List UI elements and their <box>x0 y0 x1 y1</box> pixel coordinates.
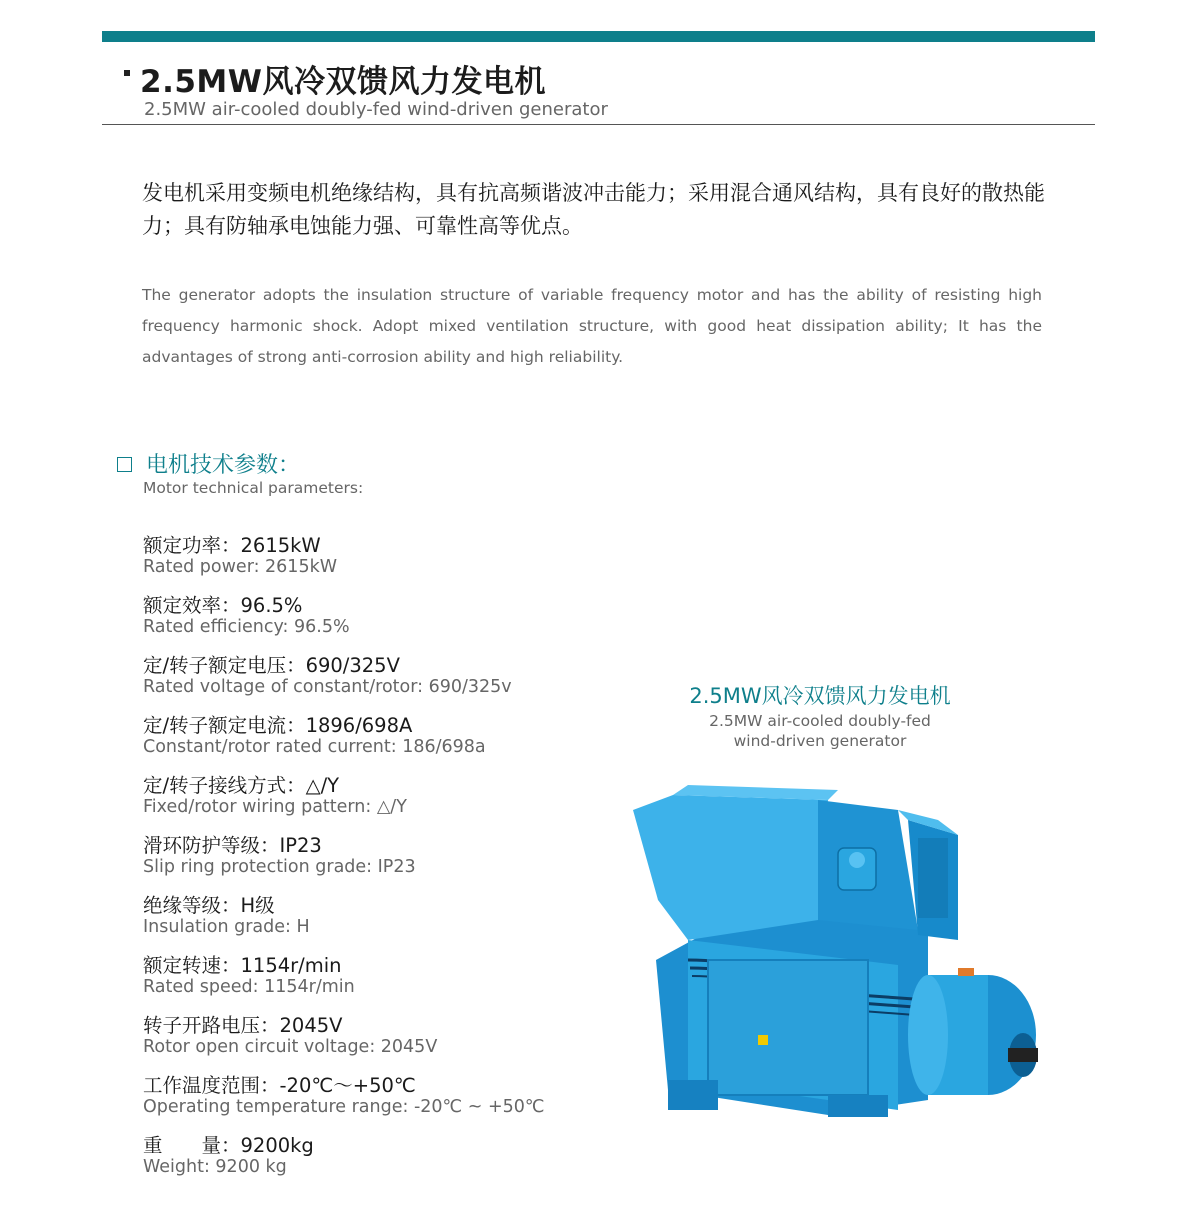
param-label-en: Rated power: 2615kW <box>143 557 338 577</box>
description-en: The generator adopts the insulation structure of variable frequency motor and has the ability of resisting high frequency harmonic shock. Adopt mixed ventilation structure, with good heat dissipation ability; It has the advantages of strong anti-corrosion ability and high reliability. <box>142 286 1042 366</box>
param-label-cn: 重 量：9200kg <box>143 1134 314 1157</box>
title-bullet <box>124 70 130 76</box>
generator-image <box>628 780 1048 1120</box>
top-accent-bar <box>102 31 1095 42</box>
param-label-cn: 工作温度范围：-20℃～+50℃ <box>143 1074 416 1097</box>
param-label-cn: 额定功率：2615kW <box>143 534 321 557</box>
param-label-en: Rotor open circuit voltage: 2045V <box>143 1037 438 1057</box>
param-item <box>143 534 337 577</box>
terminal-box <box>708 960 868 1095</box>
param-label-cn: 定/转子额定电流：1896/698A <box>143 714 413 737</box>
param-label-cn: 额定效率：96.5% <box>143 594 303 617</box>
param-label-cn: 绝缘等级：H级 <box>143 894 275 917</box>
title-divider <box>102 124 1095 125</box>
product-caption-en-line2: wind-driven generator <box>733 732 907 750</box>
product-caption-en <box>640 711 1000 751</box>
param-label-cn: 转子开路电压：2045V <box>143 1014 343 1037</box>
params-heading-cn: 电机技术参数： <box>146 453 301 478</box>
param-label-en: Rated voltage of constant/rotor: 690/325v <box>143 677 512 697</box>
param-item <box>143 654 512 697</box>
param-item <box>143 774 407 817</box>
param-label-en: Weight: 9200 kg <box>143 1157 287 1177</box>
param-item <box>143 1134 314 1177</box>
param-label-en: Constant/rotor rated current: 186/698a <box>143 737 486 757</box>
page-subtitle: 2.5MW air-cooled doubly-fed wind-driven generator <box>144 99 608 120</box>
param-label-en: Slip ring protection grade: IP23 <box>143 857 416 877</box>
param-item <box>143 834 416 877</box>
param-item <box>143 954 355 997</box>
generator-top-cover <box>633 795 828 940</box>
param-item <box>143 1074 545 1117</box>
param-label-en: Rated efficiency: 96.5% <box>143 617 350 637</box>
param-item <box>143 714 486 757</box>
param-label-cn: 滑环防护等级：IP23 <box>143 834 322 857</box>
product-caption-en-line1: 2.5MW air-cooled doubly-fed <box>709 712 931 730</box>
params-heading <box>117 448 300 479</box>
param-label-cn: 定/转子接线方式：△/Y <box>143 774 340 797</box>
description-cn: 发电机采用变频电机绝缘结构，具有抗高频谐波冲击能力；采用混合通风结构，具有良好的散热能力；具有防轴承电蚀能力强、可靠性高等优点。 <box>142 181 1045 238</box>
param-label-cn: 定/转子额定电压：690/325V <box>143 654 400 677</box>
square-bullet-icon <box>117 457 132 472</box>
param-label-en: Insulation grade: H <box>143 917 310 937</box>
param-label-en: Rated speed: 1154r/min <box>143 977 355 997</box>
product-caption-cn: 2.5MW风冷双馈风力发电机 <box>689 684 951 708</box>
page-title: 2.5MW风冷双馈风力发电机 <box>140 64 546 100</box>
warning-label-icon <box>758 1035 768 1045</box>
param-label-en: Operating temperature range: -20℃ ~ +50℃ <box>143 1097 545 1117</box>
param-label-cn: 额定转速：1154r/min <box>143 954 342 977</box>
params-heading-en: Motor technical parameters: <box>143 479 364 497</box>
param-item <box>143 1014 437 1057</box>
param-item <box>143 894 310 937</box>
param-item <box>143 594 350 637</box>
param-label-en: Fixed/rotor wiring pattern: △/Y <box>143 797 407 817</box>
